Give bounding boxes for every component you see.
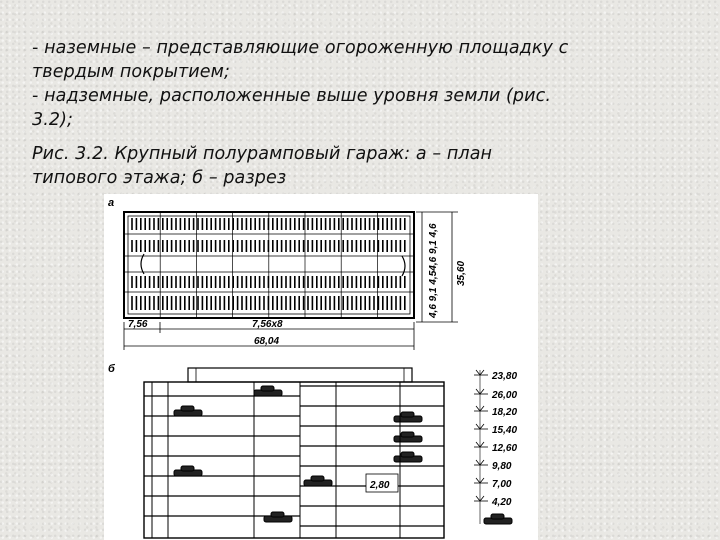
- building-section: [144, 368, 512, 538]
- list-line: - наземные – представляющие огороженную площадку с: [32, 38, 569, 58]
- car: [264, 512, 292, 522]
- label-plan: а: [108, 197, 115, 209]
- elevation-label: 12,60: [492, 443, 518, 454]
- elevation-label: 15,40: [492, 425, 518, 436]
- dim-bay: 7,56: [128, 319, 148, 330]
- car: [394, 432, 422, 442]
- elevation-label: 23,80: [492, 371, 518, 382]
- car: [174, 466, 202, 476]
- parking-stalls: [132, 218, 405, 310]
- car: [394, 412, 422, 422]
- elevation-marks: [474, 370, 488, 524]
- garage-drawing: [104, 194, 538, 540]
- car: [174, 406, 202, 416]
- dim-vertical-chain: 4,6 9,1 4,54,6 9,1 4,6: [428, 223, 439, 318]
- garage-figure: [104, 194, 538, 540]
- dim-half-floor: 2,80: [370, 480, 390, 491]
- list-paragraph: [32, 36, 592, 132]
- car: [304, 476, 332, 486]
- car: [254, 386, 282, 396]
- elevation-label: 9,80: [492, 461, 512, 472]
- list-line: 3.2);: [32, 110, 74, 130]
- cars: [174, 386, 512, 524]
- dim-depth: 35,60: [456, 260, 467, 286]
- elevation-label: 4,20: [492, 497, 512, 508]
- dim-total: 68,04: [254, 336, 280, 347]
- dim-bays: 7,56х8: [252, 319, 283, 330]
- caption-line: Рис. 3.2. Крупный полурамповый гараж: а – план: [32, 144, 493, 164]
- label-section: б: [108, 363, 115, 375]
- floors-left: [144, 396, 300, 516]
- floors-right: [300, 386, 444, 526]
- elevation-label: 7,00: [492, 479, 512, 490]
- ramp-left: [141, 254, 144, 274]
- elevation-label: 18,20: [492, 407, 518, 418]
- roof-structure: [188, 368, 412, 382]
- car: [484, 514, 512, 524]
- list-line: твердым покрытием;: [32, 62, 230, 82]
- floor-plan: [124, 212, 414, 318]
- figure-caption: [32, 142, 592, 190]
- elevation-labels: [491, 371, 517, 508]
- car: [394, 452, 422, 462]
- caption-line: типового этажа; б – разрез: [32, 168, 287, 188]
- list-line: - надземные, расположенные выше уровня земли (рис.: [32, 86, 552, 106]
- ramp-right: [402, 256, 405, 276]
- elevation-label: 26,00: [492, 390, 518, 401]
